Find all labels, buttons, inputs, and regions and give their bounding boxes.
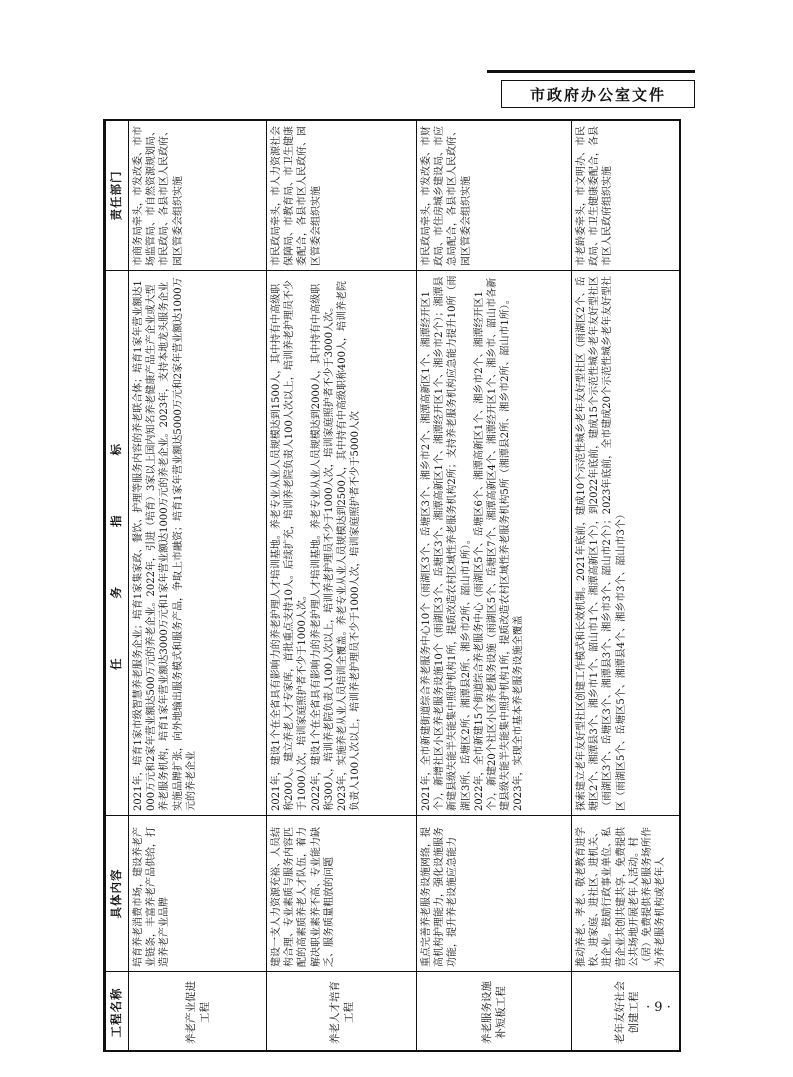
document-header-title: 市政府办公室文件 — [501, 80, 695, 108]
table-row — [129, 121, 267, 1053]
task-paragraph: 2023年，实施养老从业人员培训全覆盖。养老专业从业人员规模达到2500人，其中持有中高级职称400人，培训养老院负责人100人次以上，培训养老护理员不少于1000人次，培训家庭照护者不少于5000人次 — [337, 281, 362, 811]
responsible-dept: 市商务局牵头，市发改委、市市场监管局、市自然资源规划局、市民政局、各县市区人民政府、园区管委会组织实施 — [129, 121, 267, 271]
header-project-name: 工程名称 — [106, 972, 129, 1053]
header-task-indicators: 任 务 指 标 — [106, 271, 129, 816]
project-name: 养老服务设施补短板工程 — [417, 972, 572, 1053]
project-name: 老年友好社会创建工程 — [572, 972, 682, 1053]
header-rule — [487, 70, 695, 73]
project-content: 建设一支人力资源充裕、人员结构合理、专业素质与服务内容匹配的高素质养老人才队伍，着力解决职业素养不高、专业能力缺乏、服务质量粗放的问题 — [267, 816, 417, 972]
task-indicators — [129, 271, 267, 816]
task-paragraph: 2022年，建设1个在全省具有影响力的养老护理人才培训基地。养老专业从业人员规模达到2000人，其中持有中高级职称300人，培训养老院负责人100人次以上，培训养老护理员不少于1000人次，培训家庭照护者不少于3000人次。 — [310, 283, 335, 811]
project-name: 养老人才培育工程 — [267, 972, 417, 1053]
task-paragraph: 2022年，全市新建15个街道综合养老服务中心（雨湖区5个、岳塘区6个、湘潭高新区1个、湘乡市2个、湘潭经开区1个），新建20个社区小区养老服务设施（雨湖区5个、岳塘区7个、湘潭高新区4个、湘潭经开区1个、湘乡市、韶山市各新建县级失能半失能集中照护机构1所，提质改造农村区域性养老服务机构5所（湘潭县2所、湘乡市2所、韶山市1所）。 — [473, 277, 512, 811]
document-header-banner — [487, 70, 695, 116]
project-table-frame — [103, 119, 681, 1052]
project-name: 养老产业促进工程 — [129, 972, 267, 1053]
task-paragraph: 2021年，全市新建街道综合养老服务中心10个（雨湖区3个、岳塘区3个、湘乡市2个、湘潭高新区1个、湘潭经开区1个），新增社区小区养老服务设施10个（雨湖区3个、岳塘区3个、湘潭高新区1个、湘潭经开区1个、湘乡市2个）；湘潭县新建县级失能半失能集中照护机构1所，提质改造农村区域性养老服务机构2所；支持养老服务机构应急能力提升10所（雨湖区3所、岳塘区2所、湘潭县2所、湘乡市2所、韶山市1所）。 — [421, 275, 472, 811]
project-content: 培育养老消费市场，建设养老产业链条，丰富养老产品供给，打造养老产业品牌 — [129, 816, 267, 972]
task-paragraph: 2021年，培育1家市级智慧养老服务企业；培育1家集家政、餐饮、护理等服务内容的养老联合体；培育1家年营业额达1000万元和2家年营业额达500万元的养老企业。2022年，引进（培育）3家以上国内知名养老健康产品生产企业或大型养老服务机构，培育1家年营业额达3000万元和1家年营业额达1000万元的养老企业。2023年，支持本地龙头服务企业实施品牌扩张，向外地输出服务模式和服务产品，争取上市融资；培育1家年营业额达5000万元和2家年营业额达1000万元的养老企业 — [133, 277, 197, 811]
table-row — [572, 121, 682, 1053]
header-responsible-dept: 责任部门 — [106, 121, 129, 271]
task-indicators — [417, 271, 572, 816]
table-row — [267, 121, 417, 1053]
table-row — [417, 121, 572, 1053]
table-header-row — [106, 121, 129, 1053]
responsible-dept: 市民政局牵头，市发改委、市财政局、市住房城乡建设局、市应急局配合，各县市区人民政府、园区管委会组织实施 — [417, 121, 572, 271]
task-paragraph: 2023年，实现全市基本养老服务设施全覆盖 — [513, 615, 525, 811]
task-indicators — [572, 271, 682, 816]
task-paragraph: 2021年，建设1个在全省具有影响力的养老护理人才培训基地。养老专业从业人员规模达到1500人，其中持有中高级职称200人。建立养老人才专家库，首批重点支持10人。后续扩充，培训养老院负责人100人次以上，培训养老护理员不少于1000人次，培训家庭照护者不少于1000人次。 — [271, 280, 309, 811]
task-paragraph: 探索建立老年友好型社区创建工作模式和长效机制。2021年底前，建成10个示范性城乡老年友好型社区（雨湖区2个、岳塘区2个、湘潭县3个、湘乡市1个、韶山市1个、湘潭高新区1个），到2022年底前，建成15个示范性城乡老年友好型社区（雨湖区3个、岳塘区3个、湘潭县3个、湘乡市3个、韶山市2个）；2023年底前，全市建成20个示范性城乡老年友好型社区（雨湖区5个、岳塘区5个、湘潭县4个、湘乡市3个、韶山市3个） — [576, 276, 627, 811]
task-indicators — [267, 271, 417, 816]
responsible-dept: 市老龄委牵头，市文明办、市民政局、市卫生健康委配合，各县市区人民政府组织实施 — [572, 121, 682, 271]
rotated-table-container — [105, 121, 681, 1052]
project-content: 推动养老、孝老、敬老教育进学校、进家庭、进社区、进机关、进企业。鼓励行政事业单位、私营企业共创共建共享，免费提供公共场地开展老年人活动。村（居）免费提供养老服务场所作为养老服务机构或老年人 — [572, 816, 682, 972]
project-content: 重点完善养老服务设施网络，提高机构护理能力，强化设施服务功能，提升养老设施应急能力 — [417, 816, 572, 972]
project-table — [105, 120, 681, 1052]
responsible-dept: 市民政局牵头，市人力资源社会保障局、市教育局、市卫生健康委配合，各县市区人民政府、园区管委会组织实施 — [267, 121, 417, 271]
header-content: 具体内容 — [106, 816, 129, 972]
page-number: · 9 · — [646, 1000, 671, 1015]
